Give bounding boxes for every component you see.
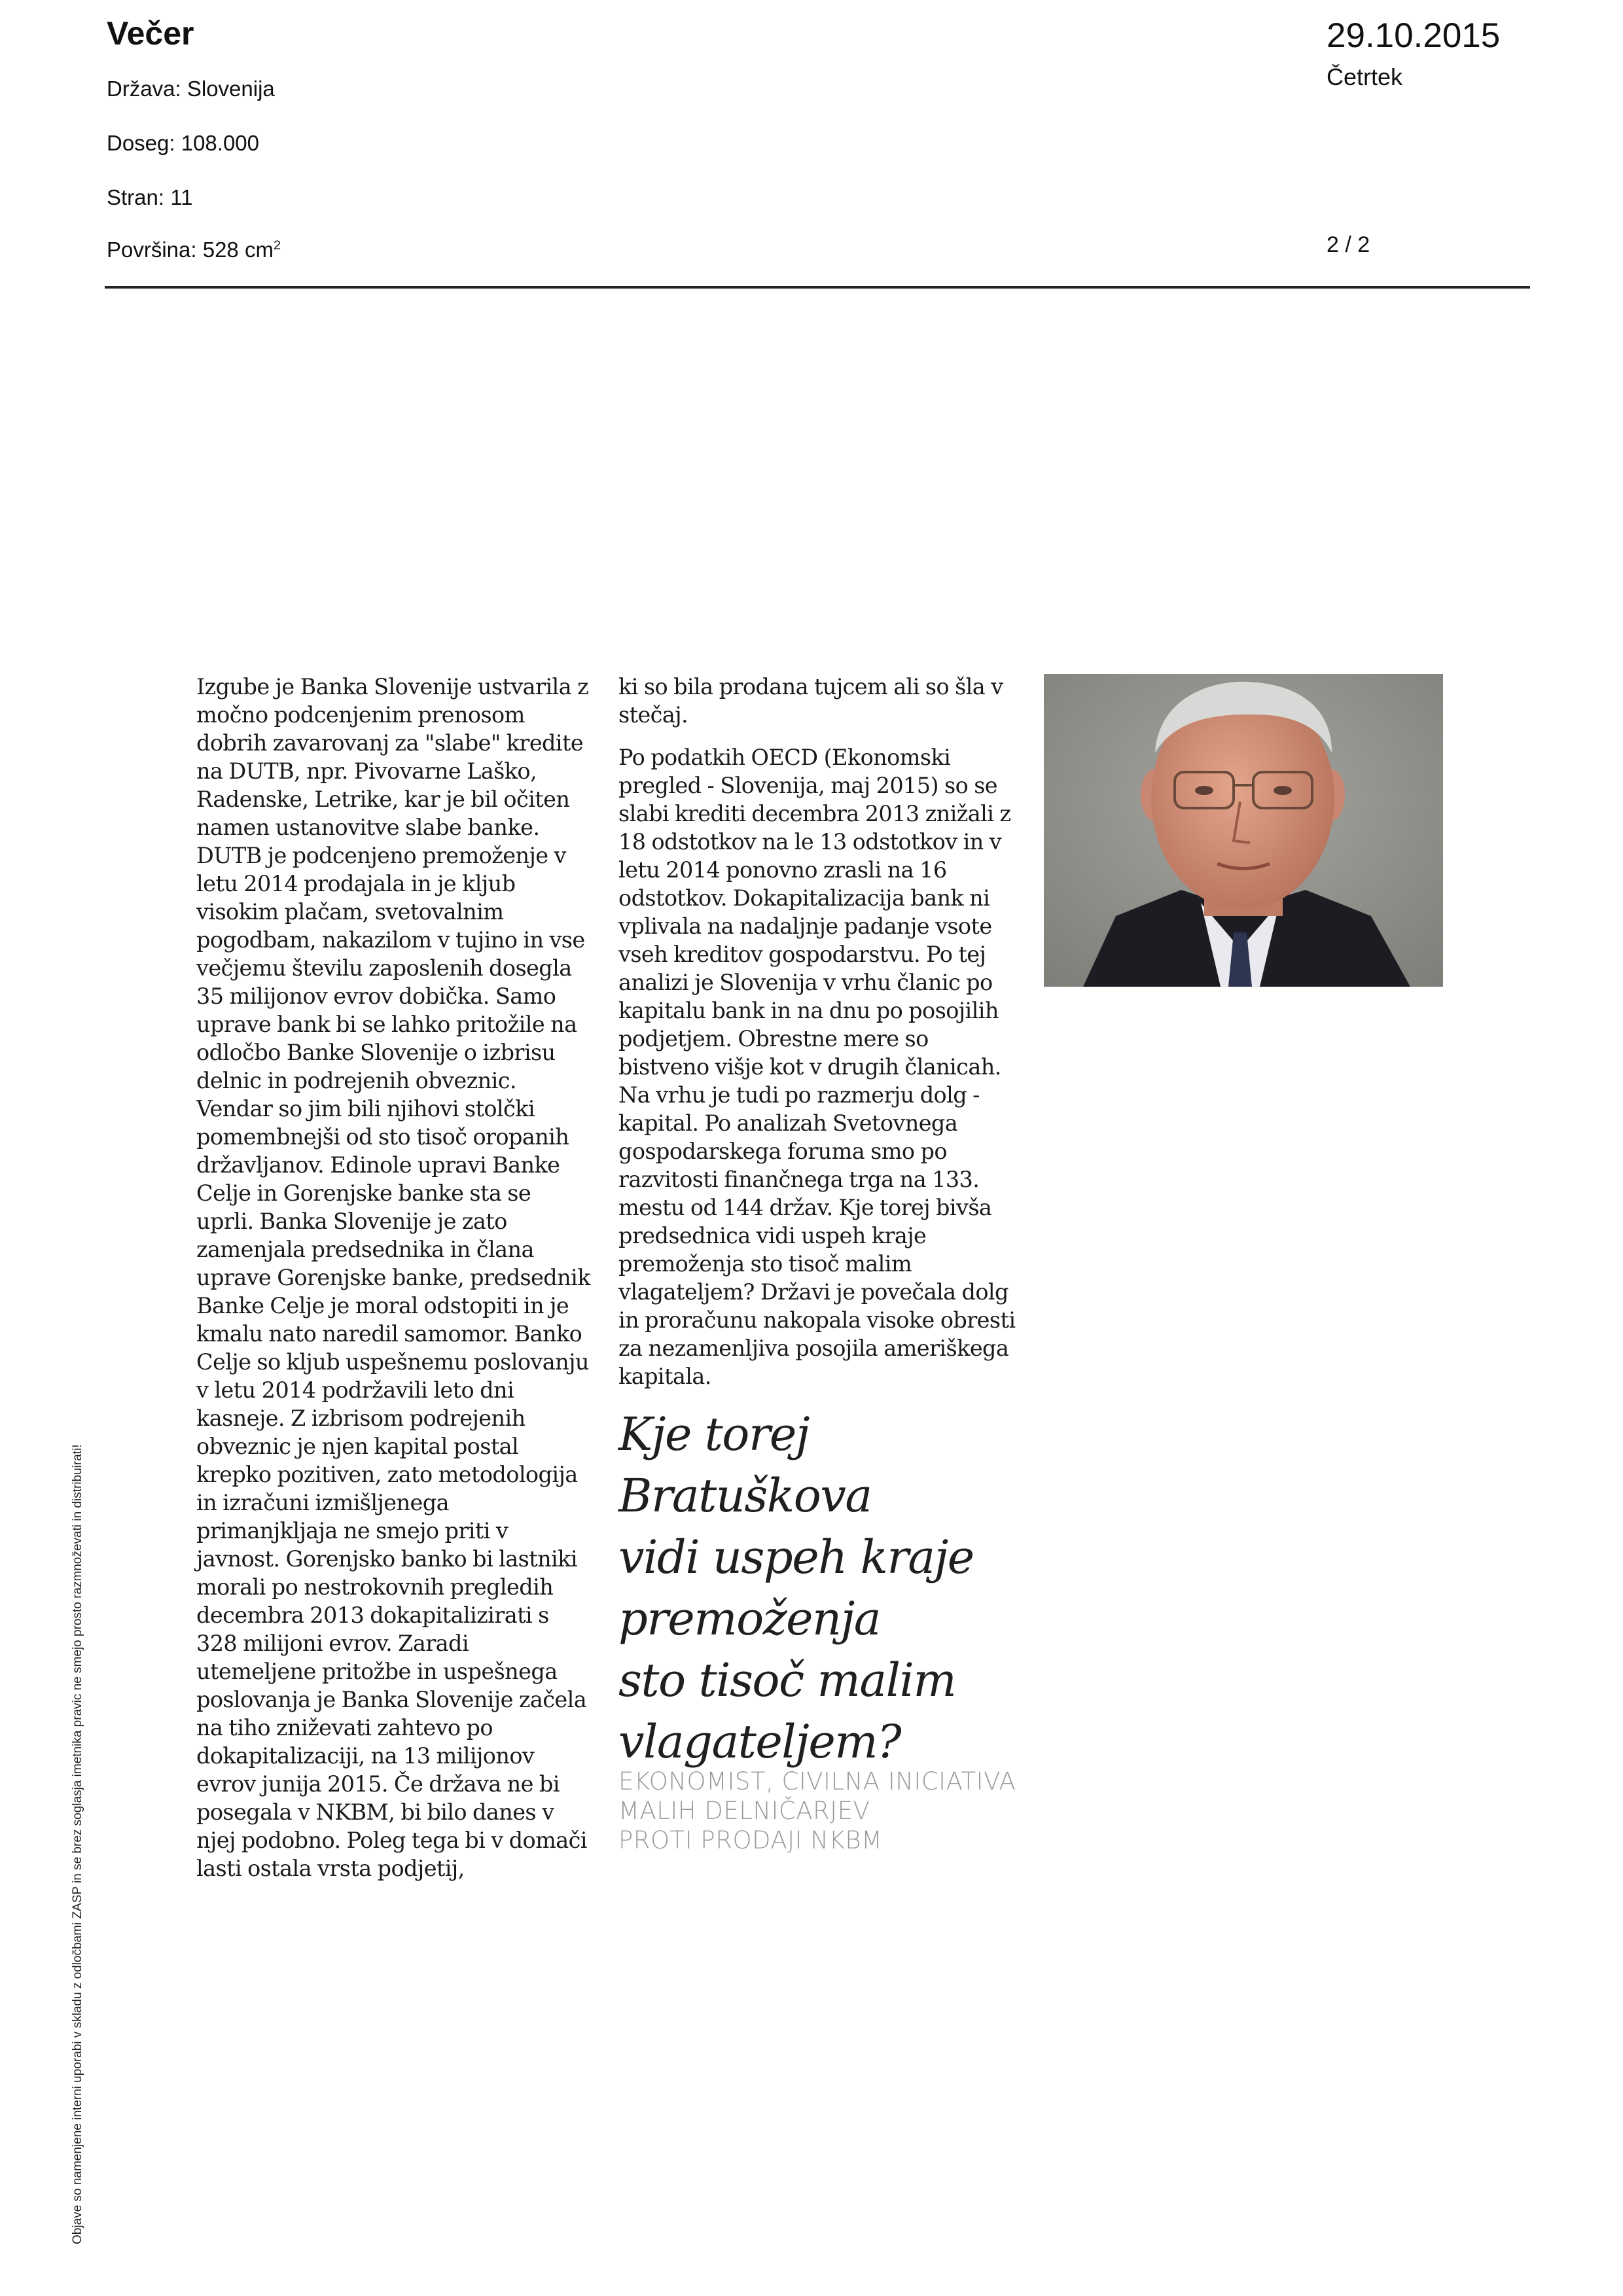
- author-byline: [618, 1767, 1037, 1855]
- issue-weekday: Četrtek: [1327, 63, 1403, 90]
- byline-line: EKONOMIST, CIVILNA INICIATIVA: [618, 1767, 1016, 1795]
- area-label: [107, 238, 281, 262]
- pull-quote-line: vlagateljem?: [618, 1715, 901, 1769]
- byline-line: MALIH DELNIČARJEV: [618, 1797, 870, 1825]
- page-counter: 2 / 2: [1327, 232, 1370, 257]
- publication-name: Večer: [107, 15, 194, 52]
- pull-quote-line: premoženja: [618, 1592, 881, 1646]
- reach-label: Doseg: 108.000: [107, 131, 260, 155]
- pull-quote: [618, 1404, 1024, 1773]
- area-superscript: 2: [273, 238, 281, 253]
- article-paragraph: Po podatkih OECD (Ekonomski pregled - Slovenija, maj 2015) so se slabi krediti decembra 2013 znižali z 18 odstotkov na le 13 odstotkov in v letu 2014 ponovno zrasli na 16 odstotkov. Dokapitalizacija bank ni vplivala na nadaljnje padanje vsote vseh kreditov gospodarstvu. Po tej analizi je Slovenija v vrhu članic po kapitalu bank in na dnu po posojilih podjetjem. Obrestne mere so bistveno višje kot v drugih članicah. Na vrhu je tudi po razmerju dolg - kapital. Po analizah Svetovnega gospodarskega foruma smo po razvitosti finančnega trga na 133. mestu od 144 držav. Kje torej bivša predsednica vidi uspeh kraje premoženja sto tisoč malim vlagateljem? Državi je povečala dolg in proračunu nakopala visoke obresti za nezamenljiva posojila ameriškega kapitala.: [618, 745, 1016, 1389]
- page-label: Stran: 11: [107, 185, 193, 209]
- byline-line: PROTI PRODAJI NKBM: [618, 1826, 883, 1854]
- area-value: Površina: 528 cm: [107, 238, 274, 262]
- pull-quote-line: sto tisoč malim: [618, 1653, 956, 1707]
- country-label: Država: Slovenija: [107, 77, 275, 101]
- article-paragraph: Izgube je Banka Slovenije ustvarila z močno podcenjenim prenosom dobrih zavarovanj za "slabe" kredite na DUTB, npr. Pivovarne Laško, Radenske, Letrike, kar je bil očiten namen ustanovitve slabe banke. DUTB je podcenjeno premoženje v letu 2014 prodajala in je kljub visokim plačam, svetovalnim pogodbam, nakazilom v tujino in vse večjemu številu zaposlenih dosegla 35 milijonov evrov dobička. Samo uprave bank bi se lahko pritožile na odločbo Banke Slovenije o izbrisu delnic in podrejenih obveznic. Vendar so jim bili njihovi stolčki pomembnejši od sto tisoč oropanih državljanov. Edinole upravi Banke Celje in Gorenjske banke sta se uprli. Banka Slovenije je zato zamenjala predsednika in člana uprave Gorenjske banke, predsednik Banke Celje je moral odstopiti in je kmalu nato naredil samomor. Banko Celje so kljub uspešnemu poslovanju v letu 2014 podržavili leto dni kasneje. Z izbrisom podrejenih obveznic je njen kapital postal krepko pozitiven, zato metodologija in izračuni izmišljenega primanjkljaja ne smejo priti v javnost. Gorenjsko banko bi lastniki morali po nestrokovnih pregledih decembra 2013 dokapitalizirati s 328 milijoni evrov. Zaradi utemeljene pritožbe in uspešnega poslovanja je Banka Slovenije začela na tiho zniževati zahtevo po dokapitalizaciji, na 13 milijonov evrov junija 2015. Če država ne bi posegala v NKBM, bi bilo danes v njej podobno. Poleg tega bi v domači lasti ostala vrsta podjetij,: [196, 674, 590, 1881]
- portrait-photo-graphic: [1044, 674, 1443, 987]
- pull-quote-line: Kje torej: [618, 1407, 810, 1461]
- copyright-notice: Objave so namenjene interni uporabi v skladu z odločbami ZASP in se brez soglasja imetnika pravic ne smejo prosto razmnoževati in distribuirati!: [71, 1444, 84, 2244]
- pull-quote-line: Bratuškova: [618, 1469, 872, 1523]
- article-column-1: [196, 673, 592, 1897]
- pull-quote-line: vidi uspeh kraje: [618, 1530, 974, 1584]
- header-divider: [105, 286, 1530, 289]
- issue-date: 29.10.2015: [1327, 16, 1501, 55]
- article-column-2: [618, 673, 1021, 1405]
- article-paragraph: ki so bila prodana tujcem ali so šla v stečaj.: [618, 674, 1003, 728]
- portrait-photo: [1044, 674, 1443, 987]
